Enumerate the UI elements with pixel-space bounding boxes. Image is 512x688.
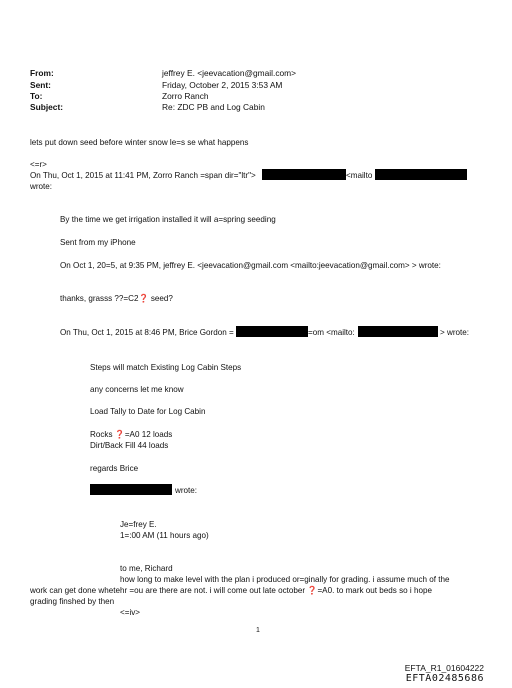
quote-header-brice-mailto: =om <mailto: <box>308 328 355 337</box>
quoted-grass-question: thanks, grasss ??=C2❓ seed? <box>60 294 173 303</box>
brice-steps-text: Steps will match Existing Log Cabin Steps <box>90 363 242 372</box>
subject-value: Re: ZDC PB and Log Cabin <box>162 102 265 112</box>
sent-value: Friday, October 2, 2015 3:53 AM <box>162 80 283 90</box>
grading-text-line-2: work can get done whetehr =ou are there are not. i will come out late october ❓=A0. to mark out beds so i hope <box>30 586 432 595</box>
from-label: From: <box>30 68 54 78</box>
quote-header-jeffrey: On Oct 1, 20=5, at 9:35 PM, jeffrey E. <jeevacation@gmail.com <mailto:jeevacation@gmail.com> > wrote: <box>60 261 441 270</box>
reply-markup-fragment: <=r> <box>30 160 47 169</box>
grading-text-line-1: how long to make level with the plan i produced or=ginally for grading. i assume much of the <box>120 575 450 584</box>
reply-text: lets put down seed before winter snow le=s se what happens <box>30 138 249 147</box>
sender-name: Je=frey E. <box>120 520 157 529</box>
closing-markup-fragment: <=iv> <box>120 608 141 617</box>
redaction-bar <box>358 326 438 337</box>
sent-label: Sent: <box>30 80 51 90</box>
to-label: To: <box>30 91 43 101</box>
redaction-bar <box>236 326 308 337</box>
bates-number-primary: EFTA_R1_01604222 <box>404 663 484 673</box>
quoted-irrigation-text: By the time we get irrigation installed it will a=spring seeding <box>60 215 276 224</box>
redaction-bar <box>375 169 467 180</box>
brice-signoff: regards Brice <box>90 464 139 473</box>
quoted-signature: Sent from my iPhone <box>60 238 136 247</box>
brice-tally-rocks: Rocks ❓=A0 12 loads <box>90 430 173 439</box>
page-number: 1 <box>256 627 260 634</box>
quote-header-brice-wrote: > wrote: <box>440 328 470 337</box>
redaction-bar <box>90 484 172 495</box>
redaction-bar <box>262 169 346 180</box>
grading-text-line-3: grading finshed by then <box>30 597 115 606</box>
bates-number-secondary: EFTA02485686 <box>405 673 484 684</box>
brice-concerns-text: any concerns let me know <box>90 385 184 394</box>
quote-header-zorro: On Thu, Oct 1, 2015 at 11:41 PM, Zorro Ranch =span dir="ltr"> <box>30 171 256 180</box>
sender-time: 1=:00 AM (11 hours ago) <box>120 531 209 540</box>
quote-header-wrote: wrote: <box>30 182 53 191</box>
subject-label: Subject: <box>30 102 64 112</box>
brice-tally-heading: Load Tally to Date for Log Cabin <box>90 407 206 416</box>
recipient-line: to me, Richard <box>120 564 173 573</box>
quote-header-brice: On Thu, Oct 1, 2015 at 8:46 PM, Brice Gordon = <box>60 328 234 337</box>
quote-header-mailto: <mailto <box>346 171 373 180</box>
quote-header-wrote-2: wrote: <box>175 486 198 495</box>
from-value: jeffrey E. <jeevacation@gmail.com> <box>162 68 297 78</box>
to-value: Zorro Ranch <box>162 91 209 101</box>
brice-tally-dirt: Dirt/Back Fill 44 loads <box>90 441 169 450</box>
